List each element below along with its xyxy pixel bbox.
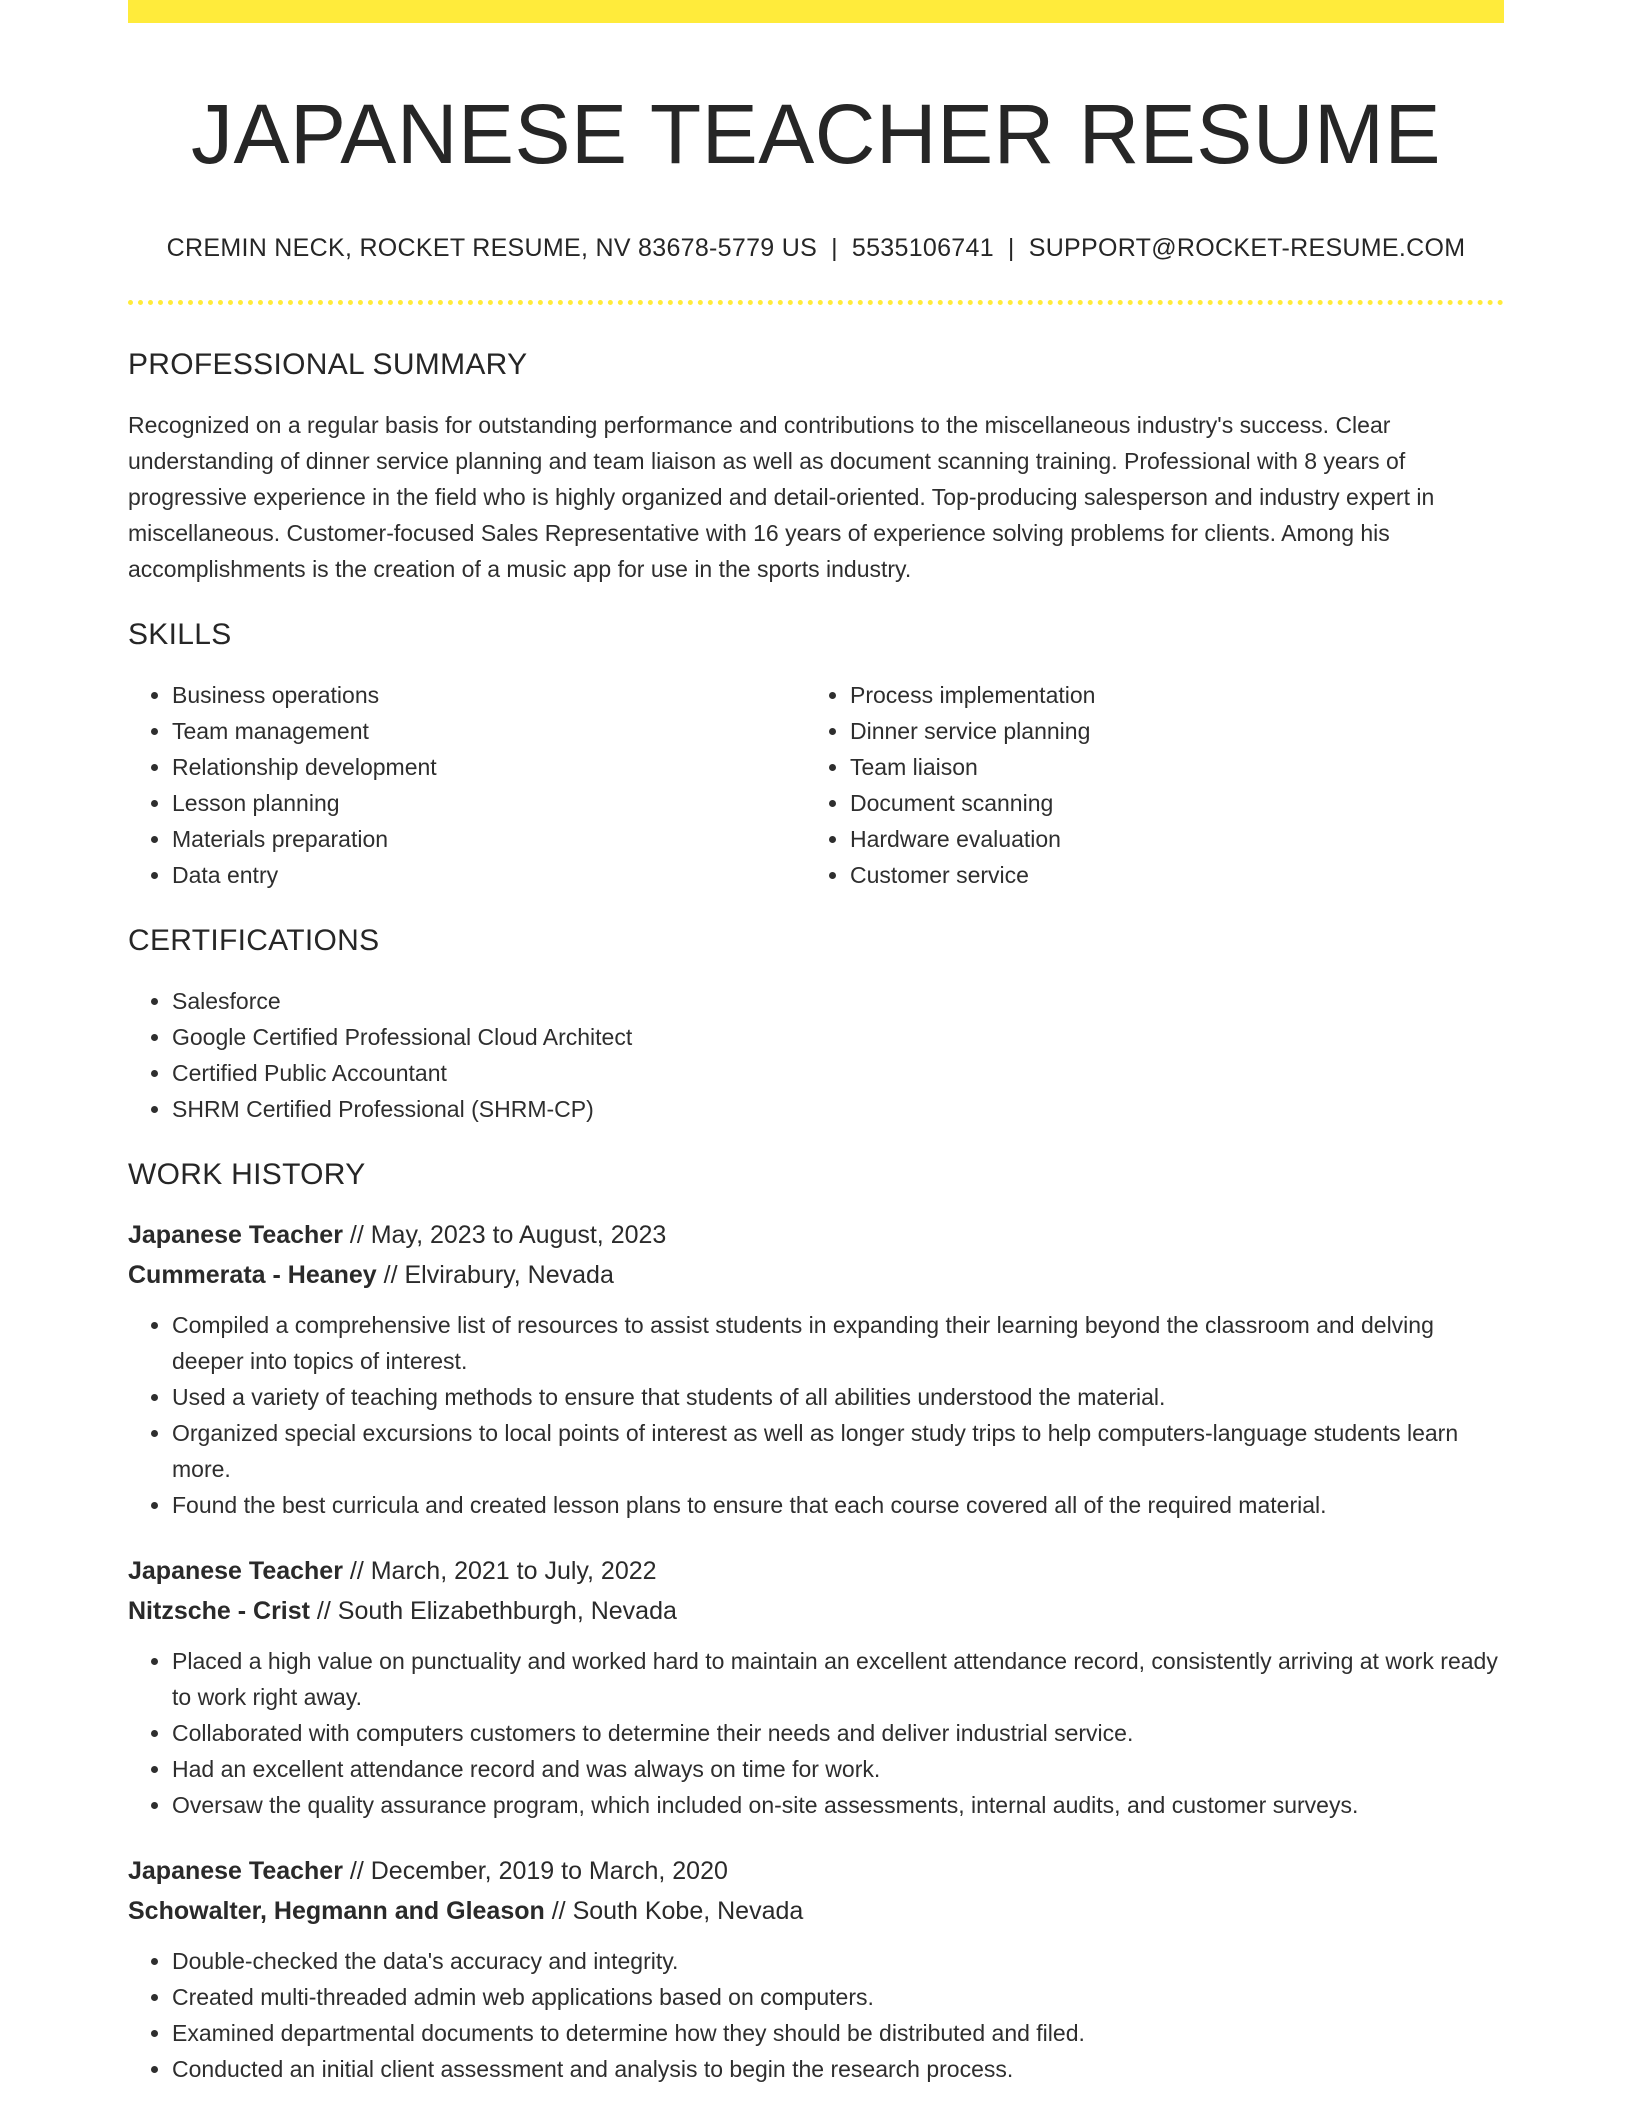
job-entry xyxy=(128,1215,1504,1523)
contact-line xyxy=(128,232,1504,265)
job-title: Japanese Teacher xyxy=(128,1857,343,1886)
skill-item: • Lesson planning xyxy=(172,785,806,821)
job-bullet: • Created multi-threaded admin web applications based on computers. xyxy=(172,1979,1504,2015)
job-bullet: • Double-checked the data's accuracy and integrity. xyxy=(172,1943,1504,1979)
job-company-line xyxy=(128,1255,1504,1295)
accent-top-bar xyxy=(128,0,1504,23)
skill-item: • Document scanning xyxy=(850,785,1484,821)
dotted-divider xyxy=(128,300,1504,305)
job-dates: // May, 2023 to August, 2023 xyxy=(342,1221,667,1250)
job-company: Schowalter, Hegmann and Gleason xyxy=(128,1897,545,1926)
resume-page xyxy=(128,0,1504,2087)
job-title-line xyxy=(128,1851,1504,1891)
job-dates: // March, 2021 to July, 2022 xyxy=(342,1557,657,1586)
job-bullet: • Organized special excursions to local points of interest as well as longer study trips to help computers-language students learn more. xyxy=(172,1415,1504,1487)
job-bullet: • Collaborated with computers customers to determine their needs and deliver industrial service. xyxy=(172,1715,1504,1751)
certifications-list xyxy=(128,983,1504,1127)
contact-address: CREMIN NECK, ROCKET RESUME, NV 83678-5779 US xyxy=(166,233,818,262)
resume-title: JAPANESE TEACHER RESUME xyxy=(190,87,1441,181)
job-dates: // December, 2019 to March, 2020 xyxy=(342,1857,728,1886)
job-title: Japanese Teacher xyxy=(128,1221,343,1250)
job-entry xyxy=(128,1851,1504,2087)
skill-item: • Team liaison xyxy=(850,749,1484,785)
contact-separator: | xyxy=(831,233,838,262)
skill-item: • Business operations xyxy=(172,677,806,713)
skill-item: • Hardware evaluation xyxy=(850,821,1484,857)
job-title-line xyxy=(128,1551,1504,1591)
job-bullets xyxy=(128,1643,1504,1823)
job-bullet: • Examined departmental documents to determine how they should be distributed and filed. xyxy=(172,2015,1504,2051)
job-bullet: • Had an excellent attendance record and was always on time for work. xyxy=(172,1751,1504,1787)
skill-item: • Data entry xyxy=(172,857,806,893)
job-location: // South Kobe, Nevada xyxy=(544,1897,804,1926)
job-bullet: • Oversaw the quality assurance program, which included on-site assessments, internal audits, and customer surveys. xyxy=(172,1787,1504,1823)
skill-item: • Relationship development xyxy=(172,749,806,785)
skills-list xyxy=(128,677,1504,893)
job-bullets xyxy=(128,1307,1504,1523)
skill-item: • Process implementation xyxy=(850,677,1484,713)
job-entry xyxy=(128,1551,1504,1823)
skill-item: • Materials preparation xyxy=(172,821,806,857)
job-bullet: • Placed a high value on punctuality and worked hard to maintain an excellent attendance record, consistently arriving at work ready to work right away. xyxy=(172,1643,1504,1715)
job-location: // Elvirabury, Nevada xyxy=(376,1261,614,1290)
contact-email: SUPPORT@ROCKET-RESUME.COM xyxy=(1028,233,1466,262)
job-company: Cummerata - Heaney xyxy=(128,1261,377,1290)
job-company-line xyxy=(128,1891,1504,1931)
summary-heading: PROFESSIONAL SUMMARY xyxy=(128,348,528,382)
skill-item: • Team management xyxy=(172,713,806,749)
job-title-line xyxy=(128,1215,1504,1255)
skills-heading: SKILLS xyxy=(128,618,232,652)
job-bullet: • Compiled a comprehensive list of resources to assist students in expanding their learning beyond the classroom and delving deeper into topics of interest. xyxy=(172,1307,1504,1379)
skill-item: • Customer service xyxy=(850,857,1484,893)
work-history-heading: WORK HISTORY xyxy=(128,1158,366,1192)
job-bullet: • Found the best curricula and created lesson plans to ensure that each course covered all of the required material. xyxy=(172,1487,1504,1523)
summary-text: Recognized on a regular basis for outstanding performance and contributions to the miscellaneous industry's success. Clear understanding of dinner service planning and team liaison as well as document scanning training. Professional with 8 years of progressive experience in the field who is highly organized and detail-oriented. Top-producing salesperson and industry expert in miscellaneous. Customer-focused Sales Representative with 16 years of experience solving problems for clients. Among his accomplishments is the creation of a music app for use in the sports industry. xyxy=(128,412,1435,583)
certifications-heading: CERTIFICATIONS xyxy=(128,924,380,958)
certification-item: • Salesforce xyxy=(172,983,1504,1019)
job-bullet: • Conducted an initial client assessment and analysis to begin the research process. xyxy=(172,2051,1504,2087)
skills-column-right xyxy=(806,677,1484,893)
certification-item: • Certified Public Accountant xyxy=(172,1055,1504,1091)
job-bullets xyxy=(128,1943,1504,2087)
certification-item: • SHRM Certified Professional (SHRM-CP) xyxy=(172,1091,1504,1127)
job-company: Nitzsche - Crist xyxy=(128,1597,310,1626)
job-location: // South Elizabethburgh, Nevada xyxy=(309,1597,677,1626)
contact-separator: | xyxy=(1007,233,1015,262)
skill-item: • Dinner service planning xyxy=(850,713,1484,749)
contact-phone: 5535106741 xyxy=(851,233,994,262)
certification-item: • Google Certified Professional Cloud Architect xyxy=(172,1019,1504,1055)
job-title: Japanese Teacher xyxy=(128,1557,343,1586)
job-company-line xyxy=(128,1591,1504,1631)
job-bullet: • Used a variety of teaching methods to ensure that students of all abilities understood the material. xyxy=(172,1379,1504,1415)
skills-column-left xyxy=(128,677,806,893)
